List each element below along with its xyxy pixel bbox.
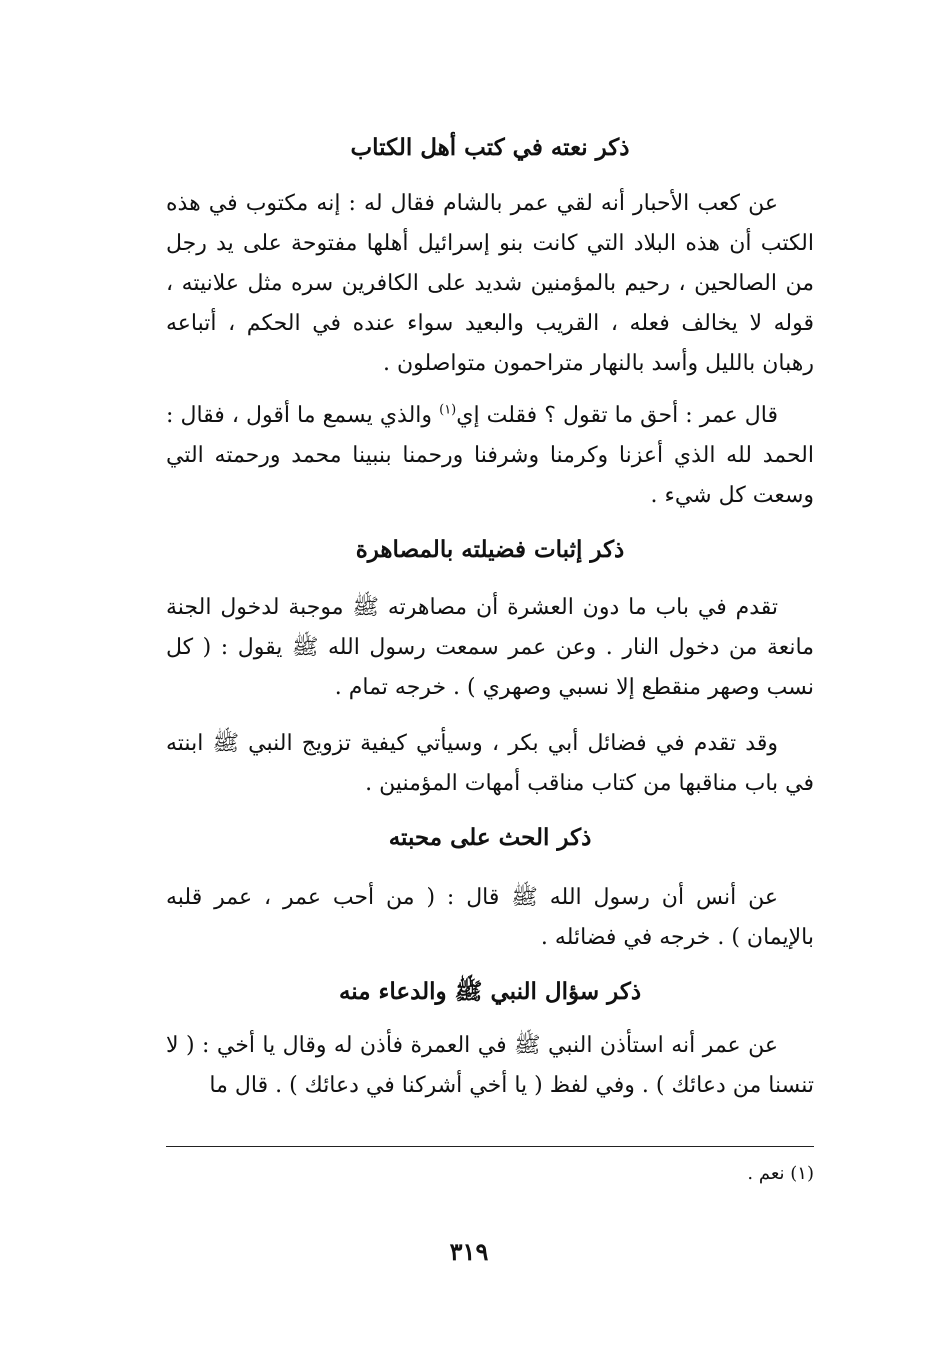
page-number: ٣١٩ bbox=[449, 1237, 489, 1266]
footnote-text: (١) نعم . bbox=[747, 1163, 814, 1184]
section-heading-supplication: ذكر سؤال النبي ﷺ والدعاء منه bbox=[338, 978, 642, 1005]
paragraph-marriage-virtue: تقدم في باب ما دون العشرة أن مصاهرته ﷺ موجبة لدخول الجنة مانعة من دخول النار . وعن عمر سمعت رسول الله ﷺ يقول : ( كل نسب وصهر منقطع إلا نسبي وصهري ) . خرجه تمام . bbox=[166, 595, 814, 700]
main-text bbox=[166, 128, 814, 1106]
section-heading-marriage: ذكر إثبات فضيلته بالمصاهرة bbox=[355, 536, 625, 563]
footnote-divider bbox=[166, 1146, 814, 1147]
paragraph-umrah-request: عن عمر أنه استأذن النبي ﷺ في العمرة فأذن له وقال يا أخي : ( لا تنسنا من دعائك ) . وفي لفظ ( يا أخي أشركنا في دعائك ) . قال ما bbox=[166, 1033, 814, 1098]
paragraph-kaab-al-ahbar: عن كعب الأحبار أنه لقي عمر بالشام فقال له : إنه مكتوب في هذه الكتب أن هذه البلاد التي كانت بنو إسرائيل أهلها مفتوحة على يد رجل من الصالحين ، رحيم بالمؤمنين شديد على الكافرين سره مثل علانيته ، قوله لا يخالف فعله ، القريب والبعيد سواء عنده في الحكم ، أتباعه رهبان بالليل وأسد بالنهار متراحمون متواصلون . bbox=[166, 191, 814, 376]
paragraph-marriage-reference: وقد تقدم في فضائل أبي بكر ، وسيأتي كيفية تزويج النبي ﷺ ابنته في باب مناقبها من كتاب مناقب أمهات المؤمنين . bbox=[166, 731, 814, 796]
footnote-reference: (١) bbox=[439, 402, 457, 418]
paragraph-anas-hadith: عن أنس أن رسول الله ﷺ قال : ( من أحب عمر ، عمر قلبه بالإيمان ) . خرجه في فضائله . bbox=[166, 885, 814, 950]
paragraph-umar-reply bbox=[166, 396, 814, 516]
paragraph-umar-reply-start: قال عمر : أحق ما تقول ؟ فقلت إي bbox=[456, 403, 779, 428]
section-heading-love: ذكر الحث على محبته bbox=[388, 824, 592, 851]
section-heading-description: ذكر نعته في كتب أهل الكتاب bbox=[350, 134, 630, 161]
paragraph-umar-reply-end: والذي يسمع ما أقول ، فقال : الحمد لله الذي أعزنا وكرمنا وشرفنا ورحمنا بنبينا محمد ورحمته التي وسعت كل شيء . bbox=[166, 403, 814, 508]
